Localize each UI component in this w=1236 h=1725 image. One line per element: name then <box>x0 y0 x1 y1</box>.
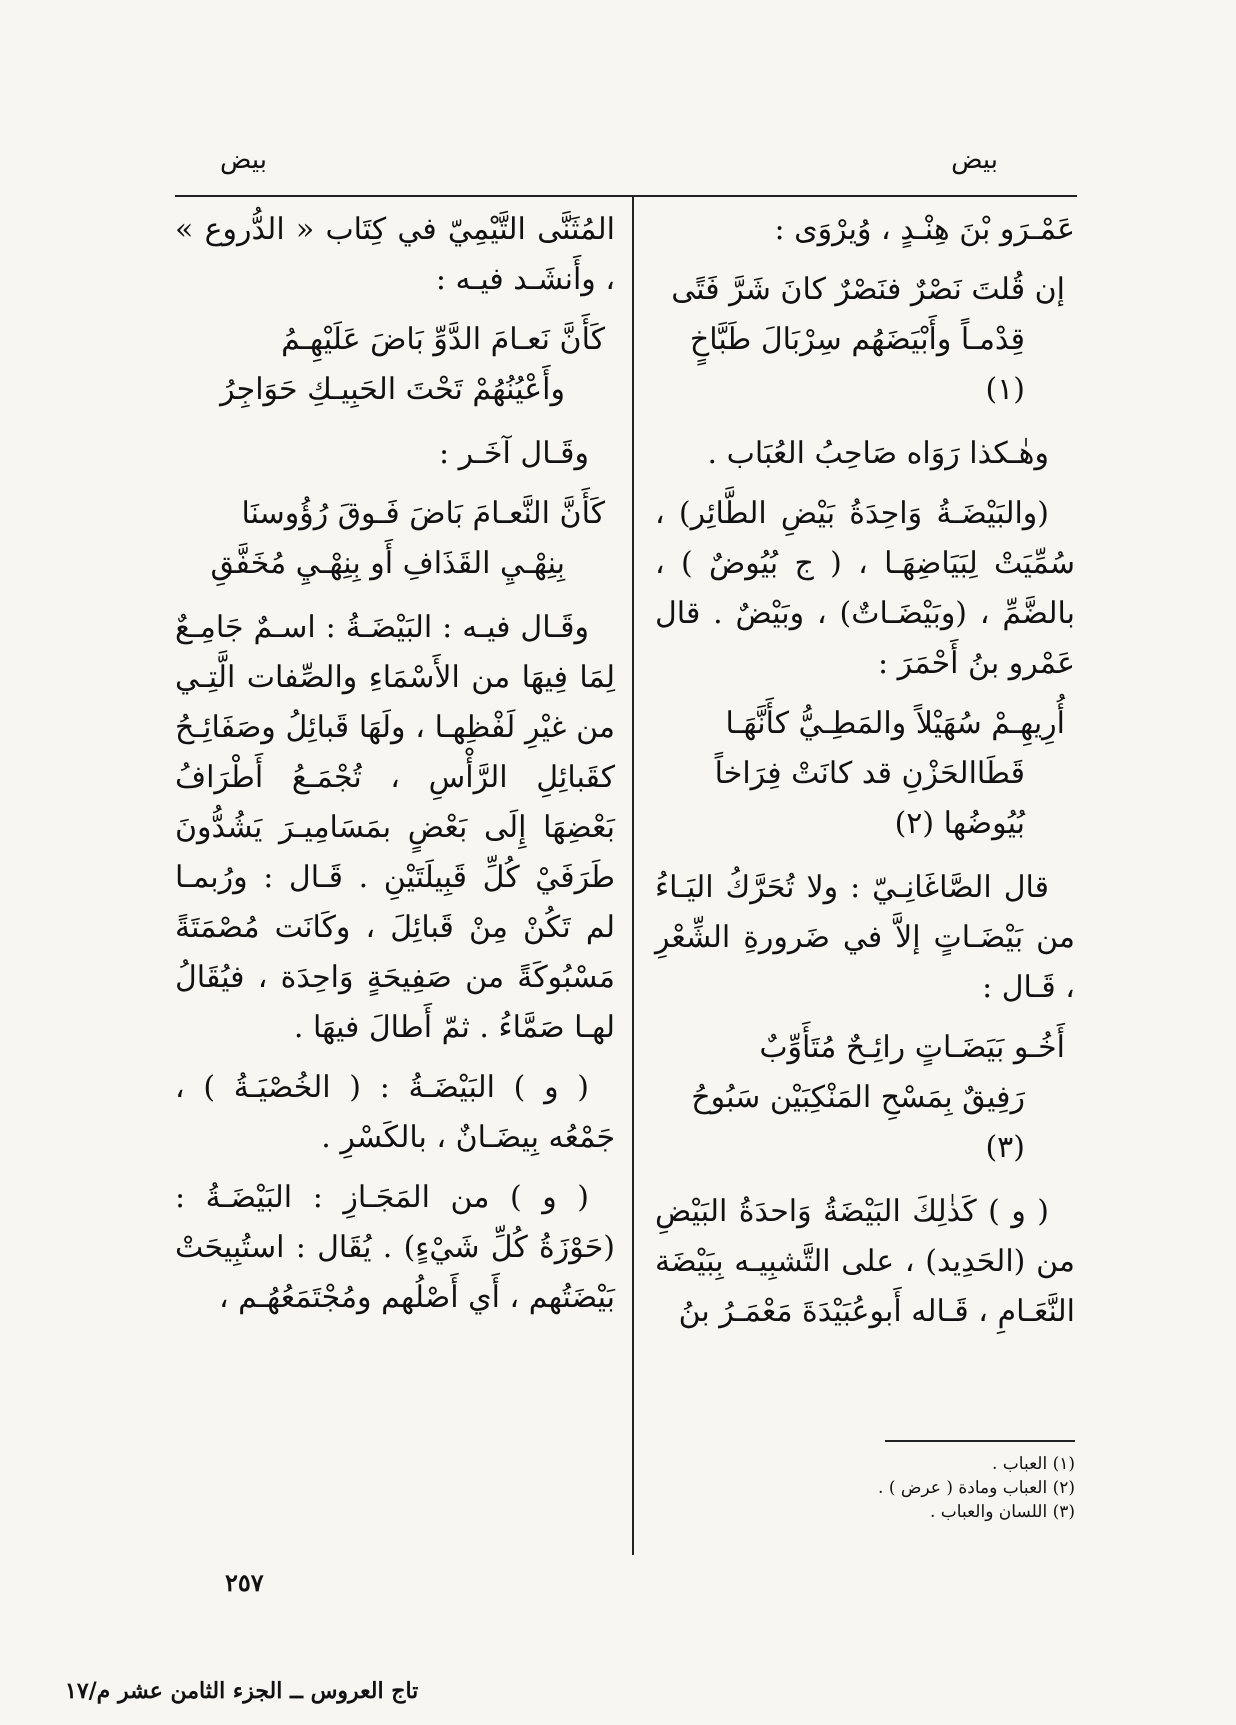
footnote-rule <box>885 1440 1075 1442</box>
paragraph: ( و ) كَذٰلِكَ البَيْضَةُ وَاحدَةُ البَيْضِ من (الحَدِيد) ، على التَّشبِيـه بِبَيْضَة النَّعَـامِ ، قَـاله أَبوعُبَيْدَةَ مَعْمَـرُ بنُ <box>655 1194 1075 1329</box>
top-rule <box>175 195 1077 197</box>
verse-line: أُرِيهِـمْ سُهَيْلاً والمَطِـيُّ كأَنَّهَـا <box>725 706 1065 741</box>
right-column <box>655 205 1075 1347</box>
verse <box>175 315 615 415</box>
verse-line: قِدْمـاً وأَبْيَضَهُم سِرْبَالَ طَبَّاخٍ (١) <box>689 322 1025 407</box>
verse-line: كَأَنَّ النَّعـامَ بَاضَ فَـوقَ رُؤُوسنَا <box>241 496 605 531</box>
footnotes <box>700 1452 1075 1524</box>
paragraph: وقَـال فيـه : البَيْضَـةُ : اسـمٌ جَامِـعٌ لِمَا فِيهَا من الأَسْمَاءِ والصِّفات الَّتِـي من غيْرِ لَفْظِهـا ، ولَهَا قَبائِلُ وصَفَائِـحُ كقَبائِلِ الرَّأْسِ ، تُجْمَـعُ أَطْرَافُ بَعْضِهَا إِلَى بَعْضٍ بمَسَامِيـرَ يَشُدُّونَ طَرَفَيْ كُلِّ قَبِيلَتَيْنِ . قَـال : ورُبمـا لم تَكُنْ مِنْ قَبائِلَ ، وكَانَت مُصْمَتَةً مَسْبُوكَةً من صَفِيحَةٍ وَاحِدَة ، فيُقَالُ لهـا صَمَّاءُ . ثمّ أَطالَ فيهَا . <box>175 610 615 1045</box>
paragraph: وقَـال آخَـر : <box>439 436 589 471</box>
left-column <box>175 205 615 1333</box>
verse-line: بِنِهْـيِ القَذَافِ أَو بِنِهْـيِ مُخَفَّقِ <box>210 546 565 581</box>
verse-line: قَطَاالحَزْنِ قد كانَتْ فِرَاخاً بُيُوضُها (٢) <box>714 756 1025 841</box>
verse-line: وأَعْيُنُهُمْ تَحْتَ الحَبِيـكِ حَوَاجِرُ <box>220 372 565 407</box>
footnote: (٣) اللسان والعباب . <box>929 1502 1075 1522</box>
verse-line: رَفِيقٌ بِمَسْحِ المَنْكِبَيْن سَبُوحُ (٣) <box>691 1080 1025 1165</box>
verse-line: أَخُـو بَيَضَـاتٍ رائِـحٌ مُتَأَوِّبٌ <box>759 1030 1065 1065</box>
page-number: ٢٥٧ <box>225 1568 264 1597</box>
book-caption: تاج العروس ــ الجزء الثامن عشر م/١٧ <box>65 1678 419 1704</box>
column-divider <box>632 197 634 1555</box>
paragraph: عَمْـرَو بْنَ هِنْـدٍ ، وُيرْوَى : <box>774 212 1075 247</box>
paragraph: ( و ) من المَجَـازِ : البَيْضَـةُ : (حَوْزَةُ كُلِّ شَيْءٍ) . يُقَال : استُبِيحَتْ بَيْضَتُهم ، أَي أَصْلُهم ومُجْتَمَعُهُـم ، <box>175 1180 615 1315</box>
footnote: (٢) العباب ومادة ( عرض ) . <box>878 1478 1075 1498</box>
paragraph: ( و ) البَيْضَـةُ : ( الخُصْيَـةُ ) ، جَمْعُه بِيضَـانٌ ، بالكَسْرِ . <box>175 1070 615 1155</box>
paragraph: وهٰـكذا رَوَاه صَاحِبُ العُبَاب . <box>707 436 1049 471</box>
footnote: (١) العباب . <box>991 1454 1075 1474</box>
header-word-right: بيض <box>951 145 998 175</box>
verse <box>655 1023 1075 1173</box>
verse-line: كَأَنَّ نَعـامَ الدَّوِّ بَاضَ عَلَيْهِـمُ <box>281 322 605 357</box>
paragraph: (والبَيْضَـةُ وَاحِدَةُ بَيْضِ الطَّائِر) ، سُمِّيَتْ لِبَيَاضِهَـا ، ( ج بُيُوضٌ ) ، بالضَّمِّ ، (وبَيْضَـاتٌ) ، وبَيْضٌ . قال عَمْرو بنُ أَحْمَرَ : <box>655 496 1075 681</box>
verse <box>175 489 615 589</box>
paragraph: قال الصَّاغَانِـيّ : ولا تُحَرَّكُ اليَـاءُ من بَيْضَـاتٍ إلاَّ في ضَرورةِ الشِّعْرِ ، قَـال : <box>655 870 1075 1005</box>
verse <box>655 699 1075 849</box>
verse-line: إن قُلتَ نَصْرٌ فنَصْرٌ كانَ شَرَّ فَتًى <box>671 272 1065 307</box>
paragraph: المُثَنَّى التَّيْمِيّ في كِتَاب « الدُّروع » ، وأَنشَـد فيـه : <box>175 212 615 297</box>
verse <box>655 265 1075 415</box>
header-word-left: بيض <box>220 145 267 175</box>
